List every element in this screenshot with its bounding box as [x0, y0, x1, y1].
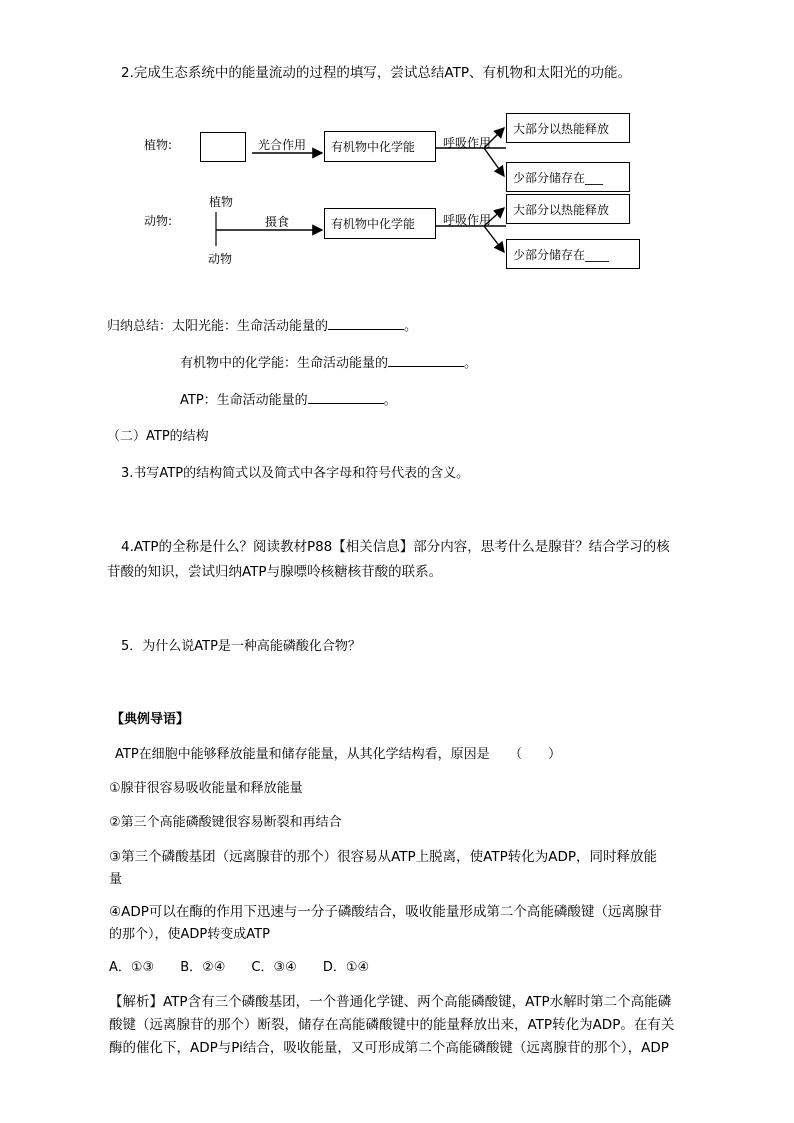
summary-line-3-text: ATP：生命活动能量的 [180, 393, 308, 408]
summary-line-3-end: 。 [383, 393, 397, 408]
summary-line-1-end: 。 [404, 319, 418, 334]
option-4-line-2: 的那个），使ADP转变成ATP [109, 927, 270, 942]
animal-label: 动物: [144, 214, 173, 228]
organic-energy-box-1: 有机物中化学能 [324, 131, 436, 162]
plant-top-label: 植物 [209, 195, 234, 209]
option-1: ①腺苷很容易吸收能量和释放能量 [109, 781, 303, 796]
little-store-box-2: 少部分储存在____ [506, 239, 640, 269]
summary-line-2 [180, 354, 477, 370]
branch-down-2 [484, 226, 504, 252]
plant-label: 植物: [144, 138, 173, 152]
analysis-line-2: 酸键（远离腺苷的那个）断裂，储存在高能磷酸键中的能量释放出来，ATP转化为ADP。在有关 [109, 1017, 675, 1033]
example-heading: 【典例导语】 [111, 712, 190, 727]
organic-energy-box-2: 有机物中化学能 [324, 208, 436, 239]
photosynthesis-label: 光合作用 [258, 138, 307, 152]
example-question: ATP在细胞中能够释放能量和储存能量，从其化学结构看，原因是 （ ） [115, 747, 562, 762]
question-2: 2.完成生态系统中的能量流动的过程的填写，尝试总结ATP、有机物和太阳光的功能。 [121, 65, 631, 81]
option-3-line-1: ③第三个磷酸基团（远离腺苷的那个）很容易从ATP上脱离，使ATP转化为ADP，同时释放能 [109, 849, 658, 865]
analysis-line-1: 【解析】ATP含有三个磷酸基团，一个普通化学键、两个高能磷酸键，ATP水解时第二个高能磷 [109, 994, 672, 1010]
little-store-box-1: 少部分储存在___ [506, 162, 630, 192]
summary-line-2-text: 有机物中的化学能：生命活动能量的 [180, 356, 389, 371]
section-atp-structure: （二）ATP的结构 [107, 429, 209, 444]
blank-2 [388, 354, 464, 367]
option-4-line-1: ④ADP可以在酶的作用下迅速与一分子磷酸结合，吸收能量形成第二个高能磷酸键（远离腺苷 [109, 904, 662, 920]
branch-down-1 [484, 148, 504, 176]
question-3: 3.书写ATP的结构简式以及简式中各字母和符号代表的含义。 [121, 466, 470, 481]
summary-line-1-text: 归纳总结：太阳光能：生命活动能量的 [107, 319, 329, 334]
option-3-line-2: 量 [109, 872, 123, 887]
answer-choices: A．①③ B．②④ C．③④ D．①④ [109, 960, 370, 975]
sunlight-blank-box [200, 132, 246, 162]
respiration-label-2: 呼吸作用 [443, 213, 492, 227]
summary-line-3 [180, 391, 397, 407]
feeding-label: 摄食 [265, 215, 290, 229]
summary-line-1 [107, 317, 417, 333]
respiration-label-1: 呼吸作用 [443, 136, 492, 150]
most-heat-box-2: 大部分以热能释放 [506, 194, 630, 224]
summary-line-2-end: 。 [464, 356, 478, 371]
animal-bottom-label: 动物 [208, 252, 233, 266]
question-5: 5．为什么说ATP是一种高能磷酸化合物？ [121, 639, 361, 654]
question-4-line-1: 4.ATP的全称是什么？阅读教材P88【相关信息】部分内容，思考什么是腺苷？结合学习的核 [121, 539, 670, 555]
analysis-line-3: 酶的催化下，ADP与Pi结合，吸收能量，又可形成第二个高能磷酸键（远离腺苷的那个），ADP [109, 1040, 669, 1056]
blank-3 [308, 391, 384, 404]
option-2: ②第三个高能磷酸键很容易断裂和再结合 [109, 815, 342, 830]
question-4-line-2: 苷酸的知识，尝试归纳ATP与腺嘌呤核糖核苷酸的联系。 [107, 564, 443, 580]
most-heat-box-1: 大部分以热能释放 [506, 113, 630, 143]
blank-1 [328, 317, 404, 330]
